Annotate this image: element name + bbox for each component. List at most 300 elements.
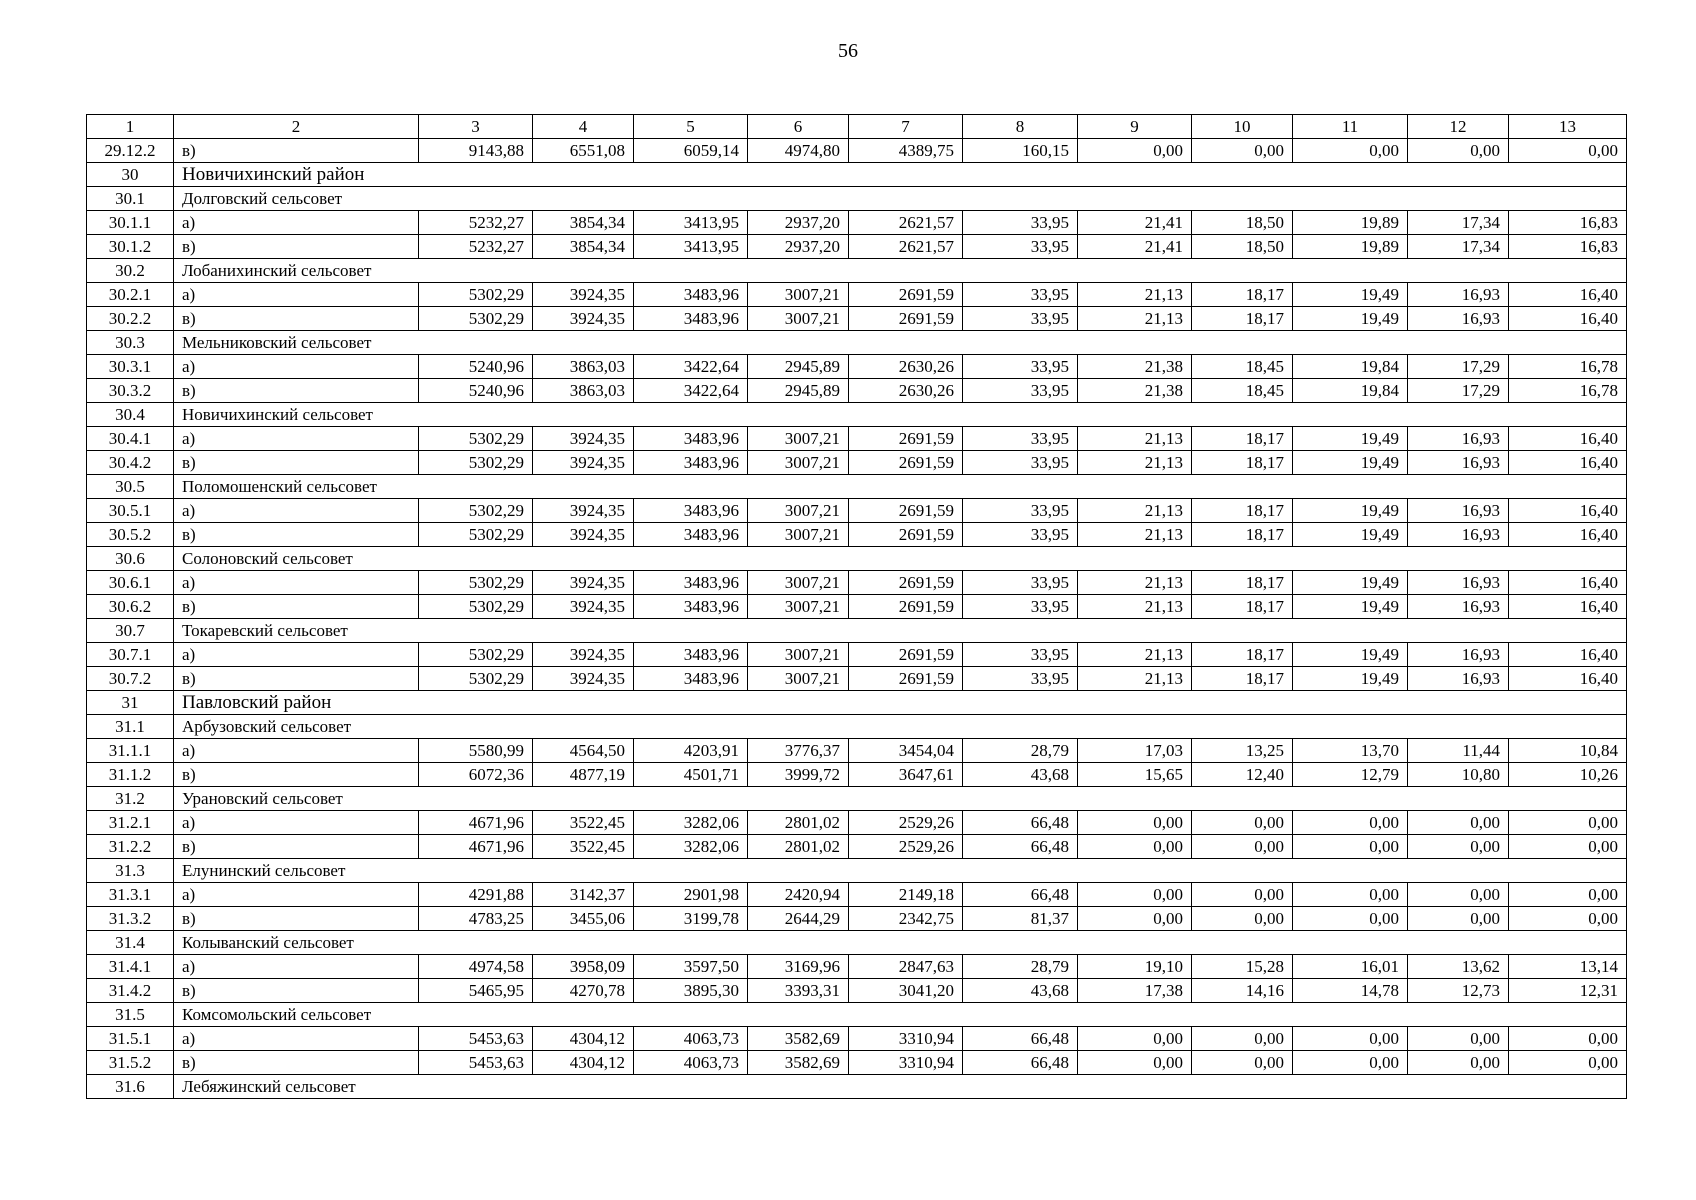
district-row bbox=[87, 163, 1627, 187]
value-cell: 12,40 bbox=[1192, 763, 1293, 787]
value-cell: 21,13 bbox=[1078, 283, 1192, 307]
value-cell: 18,17 bbox=[1192, 595, 1293, 619]
value-cell: 66,48 bbox=[963, 883, 1078, 907]
tariff-table bbox=[86, 114, 1627, 1099]
value-cell: 2691,59 bbox=[849, 595, 963, 619]
column-header: 11 bbox=[1293, 115, 1408, 139]
value-cell: 43,68 bbox=[963, 763, 1078, 787]
value-cell: 0,00 bbox=[1408, 907, 1509, 931]
value-cell: 5302,29 bbox=[419, 427, 533, 451]
value-cell: 15,28 bbox=[1192, 955, 1293, 979]
value-cell: 3455,06 bbox=[533, 907, 634, 931]
row-code: 31.1 bbox=[87, 715, 174, 739]
value-cell: 18,17 bbox=[1192, 499, 1293, 523]
row-code: 30 bbox=[87, 163, 174, 187]
value-cell: 2621,57 bbox=[849, 211, 963, 235]
row-code: 31.2 bbox=[87, 787, 174, 811]
value-cell: 33,95 bbox=[963, 571, 1078, 595]
value-cell: 3776,37 bbox=[748, 739, 849, 763]
row-code: 31.4.1 bbox=[87, 955, 174, 979]
value-cell: 5240,96 bbox=[419, 355, 533, 379]
value-cell: 0,00 bbox=[1408, 811, 1509, 835]
value-cell: 18,45 bbox=[1192, 379, 1293, 403]
council-title: Комсомольский сельсовет bbox=[174, 1003, 1627, 1027]
table-row bbox=[87, 811, 1627, 835]
value-cell: 3647,61 bbox=[849, 763, 963, 787]
row-label: а) bbox=[174, 811, 419, 835]
council-title: Лобанихинский сельсовет bbox=[174, 259, 1627, 283]
value-cell: 3924,35 bbox=[533, 667, 634, 691]
value-cell: 21,13 bbox=[1078, 595, 1192, 619]
row-code: 30.2 bbox=[87, 259, 174, 283]
council-row bbox=[87, 403, 1627, 427]
value-cell: 3854,34 bbox=[533, 235, 634, 259]
council-title: Лебяжинский сельсовет bbox=[174, 1075, 1627, 1099]
value-cell: 16,93 bbox=[1408, 643, 1509, 667]
value-cell: 5232,27 bbox=[419, 211, 533, 235]
value-cell: 18,17 bbox=[1192, 571, 1293, 595]
value-cell: 2691,59 bbox=[849, 427, 963, 451]
value-cell: 0,00 bbox=[1408, 883, 1509, 907]
row-label: а) bbox=[174, 571, 419, 595]
value-cell: 3310,94 bbox=[849, 1051, 963, 1075]
value-cell: 3582,69 bbox=[748, 1027, 849, 1051]
value-cell: 0,00 bbox=[1509, 883, 1627, 907]
value-cell: 14,16 bbox=[1192, 979, 1293, 1003]
value-cell: 2149,18 bbox=[849, 883, 963, 907]
table-row bbox=[87, 235, 1627, 259]
column-header: 2 bbox=[174, 115, 419, 139]
value-cell: 2691,59 bbox=[849, 499, 963, 523]
value-cell: 6059,14 bbox=[634, 139, 748, 163]
value-cell: 16,93 bbox=[1408, 571, 1509, 595]
value-cell: 66,48 bbox=[963, 1051, 1078, 1075]
table-row bbox=[87, 595, 1627, 619]
value-cell: 3958,09 bbox=[533, 955, 634, 979]
table-body bbox=[87, 139, 1627, 1099]
council-title: Урановский сельсовет bbox=[174, 787, 1627, 811]
value-cell: 3310,94 bbox=[849, 1027, 963, 1051]
value-cell: 3863,03 bbox=[533, 379, 634, 403]
value-cell: 19,49 bbox=[1293, 283, 1408, 307]
value-cell: 21,41 bbox=[1078, 235, 1192, 259]
value-cell: 16,93 bbox=[1408, 595, 1509, 619]
value-cell: 3041,20 bbox=[849, 979, 963, 1003]
page-number: 56 bbox=[838, 40, 858, 62]
column-header: 1 bbox=[87, 115, 174, 139]
row-code: 31.2.2 bbox=[87, 835, 174, 859]
value-cell: 3582,69 bbox=[748, 1051, 849, 1075]
row-code: 30.3 bbox=[87, 331, 174, 355]
value-cell: 19,49 bbox=[1293, 523, 1408, 547]
value-cell: 81,37 bbox=[963, 907, 1078, 931]
value-cell: 10,84 bbox=[1509, 739, 1627, 763]
value-cell: 2691,59 bbox=[849, 523, 963, 547]
value-cell: 2420,94 bbox=[748, 883, 849, 907]
value-cell: 17,29 bbox=[1408, 355, 1509, 379]
value-cell: 4203,91 bbox=[634, 739, 748, 763]
value-cell: 2529,26 bbox=[849, 811, 963, 835]
value-cell: 2937,20 bbox=[748, 211, 849, 235]
council-row bbox=[87, 331, 1627, 355]
value-cell: 0,00 bbox=[1078, 907, 1192, 931]
value-cell: 5302,29 bbox=[419, 451, 533, 475]
row-label: в) bbox=[174, 379, 419, 403]
value-cell: 2342,75 bbox=[849, 907, 963, 931]
value-cell: 4974,80 bbox=[748, 139, 849, 163]
value-cell: 4389,75 bbox=[849, 139, 963, 163]
value-cell: 18,17 bbox=[1192, 523, 1293, 547]
value-cell: 3483,96 bbox=[634, 571, 748, 595]
value-cell: 0,00 bbox=[1509, 139, 1627, 163]
value-cell: 3522,45 bbox=[533, 811, 634, 835]
value-cell: 19,49 bbox=[1293, 499, 1408, 523]
value-cell: 12,73 bbox=[1408, 979, 1509, 1003]
value-cell: 5453,63 bbox=[419, 1051, 533, 1075]
row-label: а) bbox=[174, 883, 419, 907]
value-cell: 21,13 bbox=[1078, 499, 1192, 523]
value-cell: 16,40 bbox=[1509, 451, 1627, 475]
value-cell: 3924,35 bbox=[533, 283, 634, 307]
value-cell: 16,93 bbox=[1408, 667, 1509, 691]
table-row bbox=[87, 139, 1627, 163]
value-cell: 17,03 bbox=[1078, 739, 1192, 763]
value-cell: 2801,02 bbox=[748, 811, 849, 835]
table-row bbox=[87, 1051, 1627, 1075]
value-cell: 3924,35 bbox=[533, 595, 634, 619]
council-row bbox=[87, 1003, 1627, 1027]
row-label: в) bbox=[174, 235, 419, 259]
value-cell: 28,79 bbox=[963, 739, 1078, 763]
value-cell: 3142,37 bbox=[533, 883, 634, 907]
value-cell: 6551,08 bbox=[533, 139, 634, 163]
value-cell: 4063,73 bbox=[634, 1051, 748, 1075]
value-cell: 16,40 bbox=[1509, 499, 1627, 523]
row-code: 30.1 bbox=[87, 187, 174, 211]
row-label: в) bbox=[174, 835, 419, 859]
column-header: 9 bbox=[1078, 115, 1192, 139]
value-cell: 0,00 bbox=[1408, 1027, 1509, 1051]
value-cell: 19,49 bbox=[1293, 667, 1408, 691]
value-cell: 19,49 bbox=[1293, 307, 1408, 331]
value-cell: 0,00 bbox=[1078, 1027, 1192, 1051]
row-code: 30.3.1 bbox=[87, 355, 174, 379]
council-row bbox=[87, 547, 1627, 571]
value-cell: 3924,35 bbox=[533, 571, 634, 595]
council-title: Токаревский сельсовет bbox=[174, 619, 1627, 643]
column-header: 10 bbox=[1192, 115, 1293, 139]
row-code: 31.6 bbox=[87, 1075, 174, 1099]
column-header: 5 bbox=[634, 115, 748, 139]
district-title: Новичихинский район bbox=[174, 163, 1627, 187]
value-cell: 0,00 bbox=[1293, 139, 1408, 163]
value-cell: 3007,21 bbox=[748, 643, 849, 667]
table-row bbox=[87, 523, 1627, 547]
column-header: 3 bbox=[419, 115, 533, 139]
value-cell: 5580,99 bbox=[419, 739, 533, 763]
value-cell: 16,83 bbox=[1509, 235, 1627, 259]
value-cell: 2644,29 bbox=[748, 907, 849, 931]
value-cell: 33,95 bbox=[963, 451, 1078, 475]
row-code: 30.7.2 bbox=[87, 667, 174, 691]
table-row bbox=[87, 643, 1627, 667]
value-cell: 21,13 bbox=[1078, 667, 1192, 691]
row-label: в) bbox=[174, 763, 419, 787]
district-title: Павловский район bbox=[174, 691, 1627, 715]
value-cell: 5240,96 bbox=[419, 379, 533, 403]
row-code: 30.5.1 bbox=[87, 499, 174, 523]
value-cell: 4783,25 bbox=[419, 907, 533, 931]
value-cell: 19,49 bbox=[1293, 427, 1408, 451]
value-cell: 0,00 bbox=[1192, 835, 1293, 859]
row-label: в) bbox=[174, 307, 419, 331]
row-code: 31.5.2 bbox=[87, 1051, 174, 1075]
value-cell: 2691,59 bbox=[849, 667, 963, 691]
value-cell: 4671,96 bbox=[419, 835, 533, 859]
value-cell: 0,00 bbox=[1293, 883, 1408, 907]
row-code: 31.4.2 bbox=[87, 979, 174, 1003]
value-cell: 3483,96 bbox=[634, 595, 748, 619]
row-code: 30.7 bbox=[87, 619, 174, 643]
row-code: 30.6.1 bbox=[87, 571, 174, 595]
row-code: 30.4.2 bbox=[87, 451, 174, 475]
value-cell: 10,26 bbox=[1509, 763, 1627, 787]
value-cell: 3454,04 bbox=[849, 739, 963, 763]
value-cell: 16,40 bbox=[1509, 643, 1627, 667]
value-cell: 0,00 bbox=[1293, 811, 1408, 835]
council-row bbox=[87, 619, 1627, 643]
row-label: а) bbox=[174, 955, 419, 979]
value-cell: 16,93 bbox=[1408, 451, 1509, 475]
table-row bbox=[87, 883, 1627, 907]
value-cell: 2630,26 bbox=[849, 379, 963, 403]
value-cell: 0,00 bbox=[1192, 139, 1293, 163]
council-row bbox=[87, 931, 1627, 955]
value-cell: 18,50 bbox=[1192, 235, 1293, 259]
value-cell: 21,13 bbox=[1078, 307, 1192, 331]
value-cell: 0,00 bbox=[1408, 139, 1509, 163]
value-cell: 4564,50 bbox=[533, 739, 634, 763]
value-cell: 18,45 bbox=[1192, 355, 1293, 379]
table-row bbox=[87, 379, 1627, 403]
table-row bbox=[87, 283, 1627, 307]
row-label: а) bbox=[174, 1027, 419, 1051]
value-cell: 5302,29 bbox=[419, 595, 533, 619]
value-cell: 19,10 bbox=[1078, 955, 1192, 979]
row-code: 31.5.1 bbox=[87, 1027, 174, 1051]
row-code: 31.2.1 bbox=[87, 811, 174, 835]
table-row bbox=[87, 907, 1627, 931]
row-code: 31.3.2 bbox=[87, 907, 174, 931]
council-title: Арбузовский сельсовет bbox=[174, 715, 1627, 739]
value-cell: 16,40 bbox=[1509, 595, 1627, 619]
value-cell: 16,93 bbox=[1408, 307, 1509, 331]
value-cell: 3597,50 bbox=[634, 955, 748, 979]
value-cell: 18,17 bbox=[1192, 643, 1293, 667]
value-cell: 17,29 bbox=[1408, 379, 1509, 403]
row-code: 30.6.2 bbox=[87, 595, 174, 619]
table-row bbox=[87, 355, 1627, 379]
value-cell: 16,40 bbox=[1509, 523, 1627, 547]
table-row bbox=[87, 835, 1627, 859]
council-row bbox=[87, 787, 1627, 811]
value-cell: 19,89 bbox=[1293, 211, 1408, 235]
value-cell: 0,00 bbox=[1509, 907, 1627, 931]
value-cell: 10,80 bbox=[1408, 763, 1509, 787]
value-cell: 19,89 bbox=[1293, 235, 1408, 259]
value-cell: 3007,21 bbox=[748, 283, 849, 307]
value-cell: 17,34 bbox=[1408, 211, 1509, 235]
value-cell: 21,13 bbox=[1078, 571, 1192, 595]
value-cell: 0,00 bbox=[1509, 835, 1627, 859]
value-cell: 3924,35 bbox=[533, 427, 634, 451]
value-cell: 4304,12 bbox=[533, 1051, 634, 1075]
value-cell: 0,00 bbox=[1078, 139, 1192, 163]
value-cell: 21,41 bbox=[1078, 211, 1192, 235]
row-code: 30.1.2 bbox=[87, 235, 174, 259]
value-cell: 13,62 bbox=[1408, 955, 1509, 979]
value-cell: 3924,35 bbox=[533, 499, 634, 523]
value-cell: 5302,29 bbox=[419, 667, 533, 691]
value-cell: 2937,20 bbox=[748, 235, 849, 259]
value-cell: 33,95 bbox=[963, 427, 1078, 451]
value-cell: 16,40 bbox=[1509, 667, 1627, 691]
value-cell: 16,78 bbox=[1509, 379, 1627, 403]
value-cell: 3393,31 bbox=[748, 979, 849, 1003]
value-cell: 19,84 bbox=[1293, 355, 1408, 379]
value-cell: 19,49 bbox=[1293, 595, 1408, 619]
row-label: в) bbox=[174, 979, 419, 1003]
value-cell: 2529,26 bbox=[849, 835, 963, 859]
value-cell: 0,00 bbox=[1293, 1027, 1408, 1051]
value-cell: 3007,21 bbox=[748, 307, 849, 331]
value-cell: 4671,96 bbox=[419, 811, 533, 835]
table-row bbox=[87, 667, 1627, 691]
value-cell: 28,79 bbox=[963, 955, 1078, 979]
column-header: 7 bbox=[849, 115, 963, 139]
row-label: в) bbox=[174, 667, 419, 691]
value-cell: 19,49 bbox=[1293, 571, 1408, 595]
value-cell: 9143,88 bbox=[419, 139, 533, 163]
value-cell: 0,00 bbox=[1078, 835, 1192, 859]
value-cell: 5302,29 bbox=[419, 643, 533, 667]
value-cell: 3483,96 bbox=[634, 307, 748, 331]
value-cell: 13,25 bbox=[1192, 739, 1293, 763]
column-header: 8 bbox=[963, 115, 1078, 139]
value-cell: 11,44 bbox=[1408, 739, 1509, 763]
row-label: в) bbox=[174, 139, 419, 163]
value-cell: 33,95 bbox=[963, 667, 1078, 691]
value-cell: 16,40 bbox=[1509, 427, 1627, 451]
value-cell: 16,40 bbox=[1509, 307, 1627, 331]
value-cell: 18,17 bbox=[1192, 451, 1293, 475]
table-row bbox=[87, 499, 1627, 523]
value-cell: 3413,95 bbox=[634, 235, 748, 259]
row-code: 30.2.1 bbox=[87, 283, 174, 307]
value-cell: 3282,06 bbox=[634, 835, 748, 859]
value-cell: 5302,29 bbox=[419, 499, 533, 523]
value-cell: 3007,21 bbox=[748, 427, 849, 451]
council-row bbox=[87, 259, 1627, 283]
value-cell: 0,00 bbox=[1078, 811, 1192, 835]
value-cell: 0,00 bbox=[1293, 835, 1408, 859]
value-cell: 33,95 bbox=[963, 355, 1078, 379]
value-cell: 0,00 bbox=[1078, 1051, 1192, 1075]
value-cell: 3413,95 bbox=[634, 211, 748, 235]
value-cell: 160,15 bbox=[963, 139, 1078, 163]
value-cell: 4877,19 bbox=[533, 763, 634, 787]
value-cell: 3483,96 bbox=[634, 523, 748, 547]
value-cell: 6072,36 bbox=[419, 763, 533, 787]
value-cell: 21,13 bbox=[1078, 451, 1192, 475]
value-cell: 21,38 bbox=[1078, 379, 1192, 403]
council-title: Колыванский сельсовет bbox=[174, 931, 1627, 955]
value-cell: 16,83 bbox=[1509, 211, 1627, 235]
value-cell: 16,93 bbox=[1408, 523, 1509, 547]
row-code: 31.1.2 bbox=[87, 763, 174, 787]
value-cell: 2691,59 bbox=[849, 451, 963, 475]
table-row bbox=[87, 451, 1627, 475]
column-header: 4 bbox=[533, 115, 634, 139]
value-cell: 0,00 bbox=[1408, 835, 1509, 859]
value-cell: 33,95 bbox=[963, 211, 1078, 235]
value-cell: 3282,06 bbox=[634, 811, 748, 835]
value-cell: 14,78 bbox=[1293, 979, 1408, 1003]
value-cell: 21,38 bbox=[1078, 355, 1192, 379]
value-cell: 21,13 bbox=[1078, 523, 1192, 547]
value-cell: 3483,96 bbox=[634, 499, 748, 523]
council-row bbox=[87, 187, 1627, 211]
value-cell: 4974,58 bbox=[419, 955, 533, 979]
value-cell: 13,14 bbox=[1509, 955, 1627, 979]
value-cell: 4270,78 bbox=[533, 979, 634, 1003]
value-cell: 0,00 bbox=[1509, 1051, 1627, 1075]
value-cell: 5302,29 bbox=[419, 523, 533, 547]
value-cell: 43,68 bbox=[963, 979, 1078, 1003]
council-row bbox=[87, 859, 1627, 883]
value-cell: 3854,34 bbox=[533, 211, 634, 235]
row-code: 31.1.1 bbox=[87, 739, 174, 763]
row-code: 30.2.2 bbox=[87, 307, 174, 331]
value-cell: 33,95 bbox=[963, 523, 1078, 547]
value-cell: 5302,29 bbox=[419, 283, 533, 307]
value-cell: 3007,21 bbox=[748, 451, 849, 475]
value-cell: 66,48 bbox=[963, 1027, 1078, 1051]
value-cell: 4304,12 bbox=[533, 1027, 634, 1051]
value-cell: 3007,21 bbox=[748, 523, 849, 547]
value-cell: 3007,21 bbox=[748, 667, 849, 691]
district-row bbox=[87, 691, 1627, 715]
value-cell: 17,38 bbox=[1078, 979, 1192, 1003]
value-cell: 19,49 bbox=[1293, 643, 1408, 667]
row-code: 30.7.1 bbox=[87, 643, 174, 667]
row-code: 31 bbox=[87, 691, 174, 715]
value-cell: 18,17 bbox=[1192, 427, 1293, 451]
row-code: 31.3 bbox=[87, 859, 174, 883]
council-row bbox=[87, 1075, 1627, 1099]
value-cell: 3863,03 bbox=[533, 355, 634, 379]
value-cell: 3999,72 bbox=[748, 763, 849, 787]
value-cell: 18,17 bbox=[1192, 283, 1293, 307]
table-row bbox=[87, 571, 1627, 595]
row-label: а) bbox=[174, 283, 419, 307]
column-header: 12 bbox=[1408, 115, 1509, 139]
value-cell: 3483,96 bbox=[634, 451, 748, 475]
value-cell: 16,93 bbox=[1408, 499, 1509, 523]
value-cell: 19,49 bbox=[1293, 451, 1408, 475]
value-cell: 16,93 bbox=[1408, 427, 1509, 451]
value-cell: 2847,63 bbox=[849, 955, 963, 979]
